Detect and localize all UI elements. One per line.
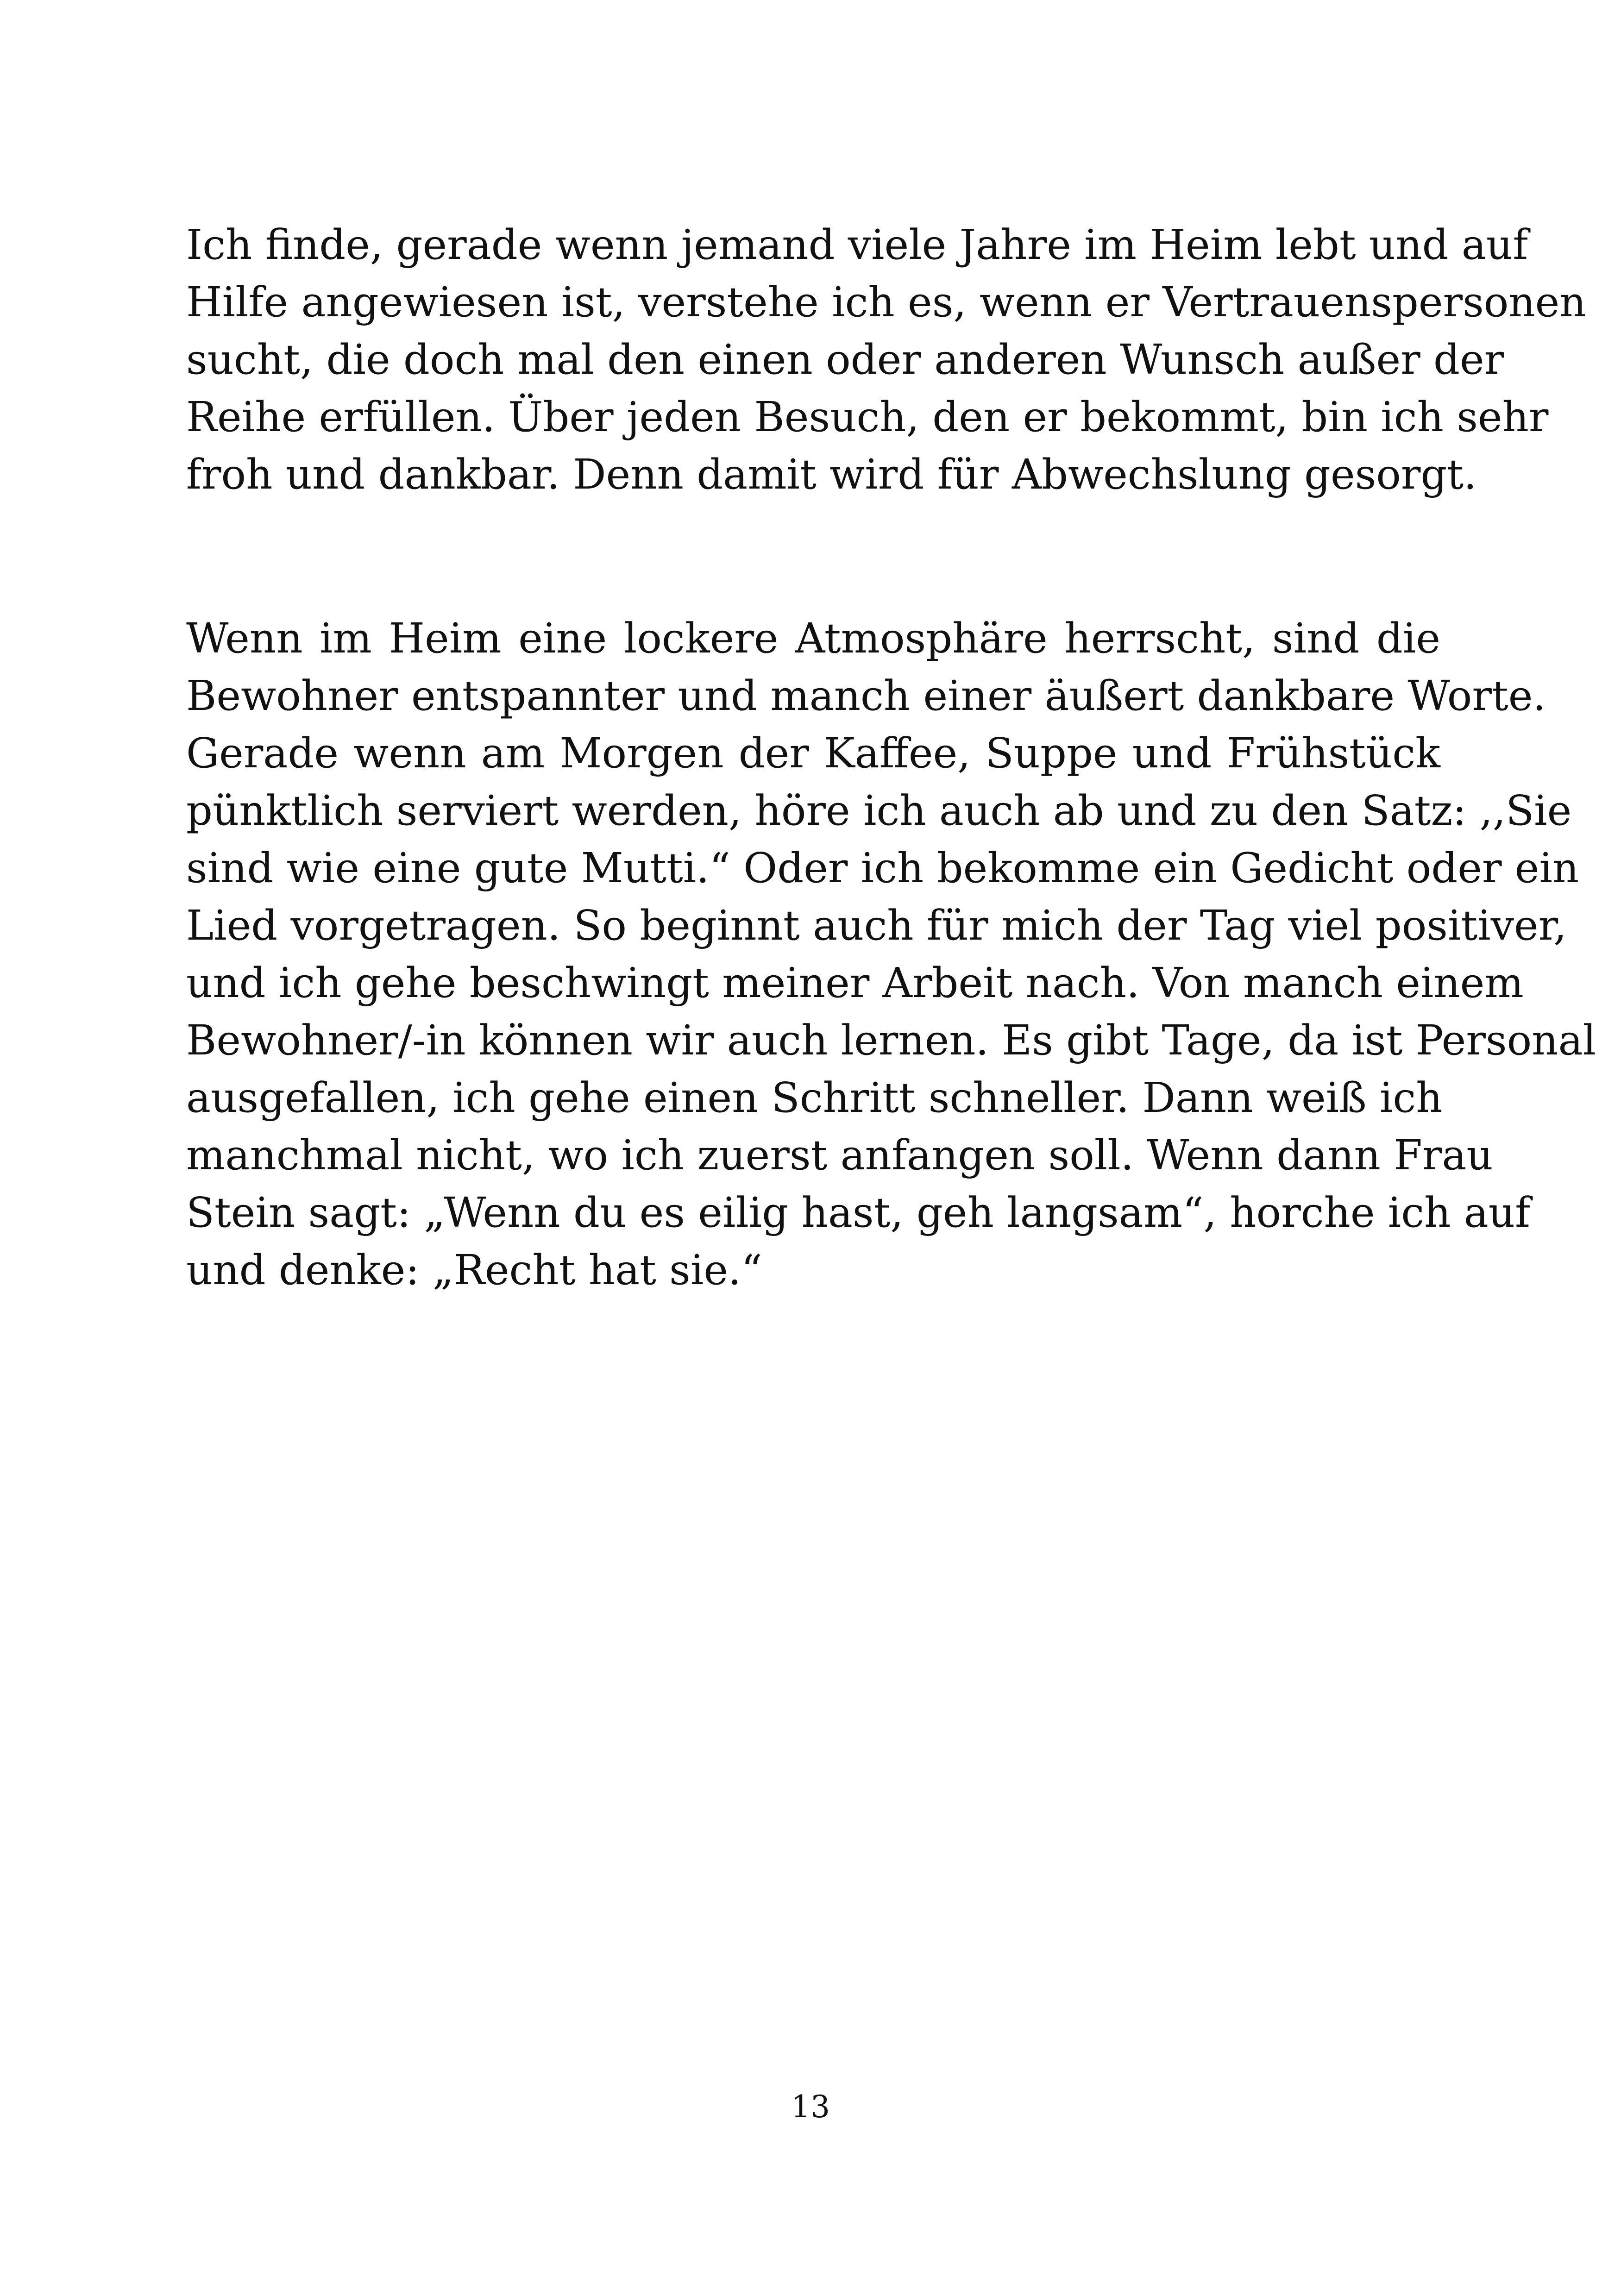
paragraph-1: [186, 216, 1586, 503]
paragraph-line: Gerade wenn am Morgen der Kaffee, Suppe und Frühstück: [186, 729, 1440, 777]
paragraph-line: sind wie eine gute Mutti.“ Oder ich bekomme ein Gedicht oder ein: [186, 844, 1579, 892]
paragraph-line: ausgefallen, ich gehe einen Schritt schneller. Dann weiß ich: [186, 1073, 1443, 1122]
paragraph-line: Lied vorgetragen. So beginnt auch für mich der Tag viel positiver,: [186, 901, 1567, 949]
paragraph-line: froh und dankbar. Denn damit wird für Abwechslung gesorgt.: [186, 450, 1477, 498]
paragraph-line: manchmal nicht, wo ich zuerst anfangen soll. Wenn dann Frau: [186, 1131, 1493, 1179]
paragraph-line: und denke: „Recht hat sie.“: [186, 1246, 762, 1294]
paragraph-line: pünktlich serviert werden, höre ich auch ab und zu den Satz: ,,Sie: [186, 786, 1572, 834]
paragraph-line: Reihe erfüllen. Über jeden Besuch, den er bekommt, bin ich sehr: [186, 393, 1549, 441]
paragraph-line: Bewohner entspannter und manch einer äußert dankbare Worte.: [186, 671, 1546, 720]
paragraph-line: Ich finde, gerade wenn jemand viele Jahre im Heim lebt und auf: [186, 220, 1528, 269]
paragraph-line: Hilfe angewiesen ist, verstehe ich es, wenn er Vertrauenspersonen: [186, 278, 1586, 326]
paragraph-line: sucht, die doch mal den einen oder anderen Wunsch außer der: [186, 335, 1504, 383]
paragraph-2: [186, 609, 1596, 1299]
paragraph-line: Stein sagt: „Wenn du es eilig hast, geh langsam“, horche ich auf: [186, 1188, 1531, 1236]
paragraph-line: Wenn im Heim eine lockere Atmosphäre herrscht, sind die: [186, 614, 1440, 662]
paragraph-line: Bewohner/-in können wir auch lernen. Es gibt Tage, da ist Personal: [186, 1016, 1596, 1064]
page-number: 13: [791, 2089, 830, 2125]
paragraph-line: und ich gehe beschwingt meiner Arbeit nach. Von manch einem: [186, 959, 1524, 1007]
